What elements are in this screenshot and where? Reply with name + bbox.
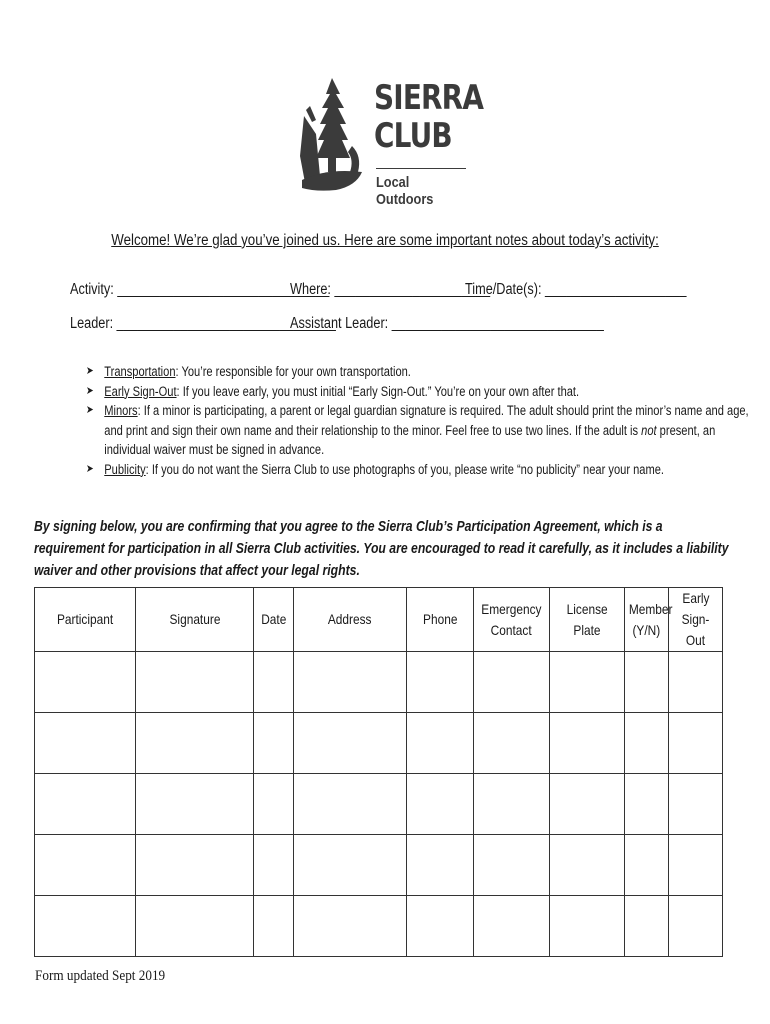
arrow-bullet-icon: ➤ <box>86 384 94 397</box>
logo-wordmark-sierra: SIERRA <box>374 78 484 118</box>
col-participant <box>35 588 136 652</box>
table-cell[interactable] <box>625 835 669 896</box>
col-early-sign-out <box>669 588 723 652</box>
table-row <box>35 774 723 835</box>
table-cell[interactable] <box>294 652 407 713</box>
table-cell[interactable] <box>625 713 669 774</box>
note-term: Publicity <box>104 461 146 477</box>
table-cell[interactable] <box>136 896 254 957</box>
header-label: Member <box>628 600 673 617</box>
table-cell[interactable] <box>625 652 669 713</box>
table-cell[interactable] <box>294 896 407 957</box>
table-cell[interactable] <box>136 652 254 713</box>
table-cell[interactable] <box>669 652 723 713</box>
table-cell[interactable] <box>550 896 625 957</box>
table-cell[interactable] <box>136 835 254 896</box>
header-label: Address <box>328 611 372 627</box>
table-row <box>35 713 723 774</box>
table-body <box>35 652 723 957</box>
col-date <box>254 588 294 652</box>
note-minors <box>86 401 750 460</box>
note-text: : You’re responsible for your own transportation. <box>175 364 411 379</box>
arrow-bullet-icon: ➤ <box>86 462 94 475</box>
table-cell[interactable] <box>254 774 294 835</box>
header-label: Plate <box>573 621 601 638</box>
note-term: Minors <box>104 403 138 418</box>
time-dates-field[interactable]: Time/Date(s): ____________________ <box>465 281 687 298</box>
table-header-row <box>35 588 723 652</box>
table-row <box>35 652 723 713</box>
header-label: Contact <box>490 621 533 638</box>
form-updated-note: Form updated Sept 2019 <box>35 968 166 984</box>
note-term: Early Sign-Out <box>104 383 177 399</box>
table-cell[interactable] <box>254 713 294 774</box>
table-cell[interactable] <box>407 774 474 835</box>
table-cell[interactable] <box>550 774 625 835</box>
note-transportation <box>86 362 750 382</box>
arrow-bullet-icon: ➤ <box>86 404 94 416</box>
leader-field[interactable]: Leader: _______________________________ <box>70 315 336 332</box>
note-text: : If you leave early, you must initial “Early Sign-Out.” You’re on your own after that. <box>176 383 580 399</box>
logo-subtitle: Local Outdoors <box>376 174 434 208</box>
note-publicity <box>86 460 750 480</box>
header-label: Date <box>260 611 287 627</box>
redwood-tree-icon <box>296 76 368 196</box>
header-label: Emergency <box>481 600 542 617</box>
table-cell[interactable] <box>294 774 407 835</box>
activity-field[interactable]: Activity: ______________________________ <box>70 281 330 298</box>
table-cell[interactable] <box>35 774 136 835</box>
table-cell[interactable] <box>294 713 407 774</box>
col-license-plate <box>550 588 625 652</box>
where-field[interactable]: Where: ______________________ <box>290 281 491 298</box>
arrow-bullet-icon: ➤ <box>86 365 94 377</box>
table-cell[interactable] <box>407 835 474 896</box>
header-label: (Y/N) <box>632 621 661 638</box>
note-term: Transportation <box>104 364 176 379</box>
table-cell[interactable] <box>474 774 550 835</box>
table-cell[interactable] <box>474 896 550 957</box>
sierra-club-logo <box>296 76 484 208</box>
table-cell[interactable] <box>254 896 294 957</box>
header-label: Early <box>681 590 710 606</box>
col-emergency-contact <box>474 588 550 652</box>
col-member <box>625 588 673 652</box>
table-cell[interactable] <box>474 713 550 774</box>
table-cell[interactable] <box>35 713 136 774</box>
table-cell[interactable] <box>625 896 669 957</box>
table-cell[interactable] <box>294 835 407 896</box>
header-label: License <box>566 600 608 617</box>
header-label: Sign-Out <box>681 611 710 648</box>
table-row <box>35 835 723 896</box>
table-cell[interactable] <box>407 713 474 774</box>
note-text: present, an individual waiver must be signed in advance. <box>104 422 716 457</box>
logo-divider <box>376 168 466 169</box>
participation-agreement-statement: By signing below, you are confirming that you agree to the Sierra Club’s Participation Agreement, which is a requirement for participation in all Sierra Club activities. You are encouraged to read it carefully, as it includes a liability waiver and other provisions that affect your legal rights. <box>34 518 729 579</box>
note-text: : If you do not want the Sierra Club to use photographs of you, please write “no publicity” near your name. <box>145 461 665 477</box>
table-cell[interactable] <box>669 896 723 957</box>
table-cell[interactable] <box>254 835 294 896</box>
table-cell[interactable] <box>407 652 474 713</box>
table-cell[interactable] <box>474 652 550 713</box>
table-cell[interactable] <box>136 713 254 774</box>
col-signature <box>136 588 254 652</box>
note-early-sign-out <box>86 382 750 402</box>
table-row <box>35 896 723 957</box>
table-cell[interactable] <box>35 896 136 957</box>
table-cell[interactable] <box>407 896 474 957</box>
header-label: Participant <box>56 611 114 627</box>
table-cell[interactable] <box>474 835 550 896</box>
table-cell[interactable] <box>550 713 625 774</box>
notes-list <box>86 362 750 479</box>
header-label: Signature <box>169 611 220 627</box>
table-cell[interactable] <box>625 774 669 835</box>
table-cell[interactable] <box>550 835 625 896</box>
col-phone <box>407 588 474 652</box>
logo-wordmark-club: CLUB <box>374 116 452 156</box>
note-text: : If a minor is participating, a parent or legal guardian signature is required. The adult should print the minor’s name and age, and print and sign their own name and their relationship to the minor. Feel free to use two lines. If the adult is <box>104 403 749 438</box>
welcome-heading: Welcome! We’re glad you’ve joined us. Here are some important notes about today’s activity: <box>111 232 659 249</box>
table-cell[interactable] <box>669 713 723 774</box>
assistant-leader-field[interactable]: Assistant Leader: ______________________________ <box>290 315 604 332</box>
table-cell[interactable] <box>136 774 254 835</box>
table-cell[interactable] <box>35 835 136 896</box>
col-address <box>294 588 407 652</box>
table-cell[interactable] <box>669 835 723 896</box>
table-cell[interactable] <box>669 774 723 835</box>
sign-in-table <box>34 587 723 957</box>
table-cell[interactable] <box>254 652 294 713</box>
header-label: Phone <box>422 611 458 627</box>
note-emphasis: not <box>641 422 657 438</box>
table-cell[interactable] <box>550 652 625 713</box>
table-cell[interactable] <box>35 652 136 713</box>
